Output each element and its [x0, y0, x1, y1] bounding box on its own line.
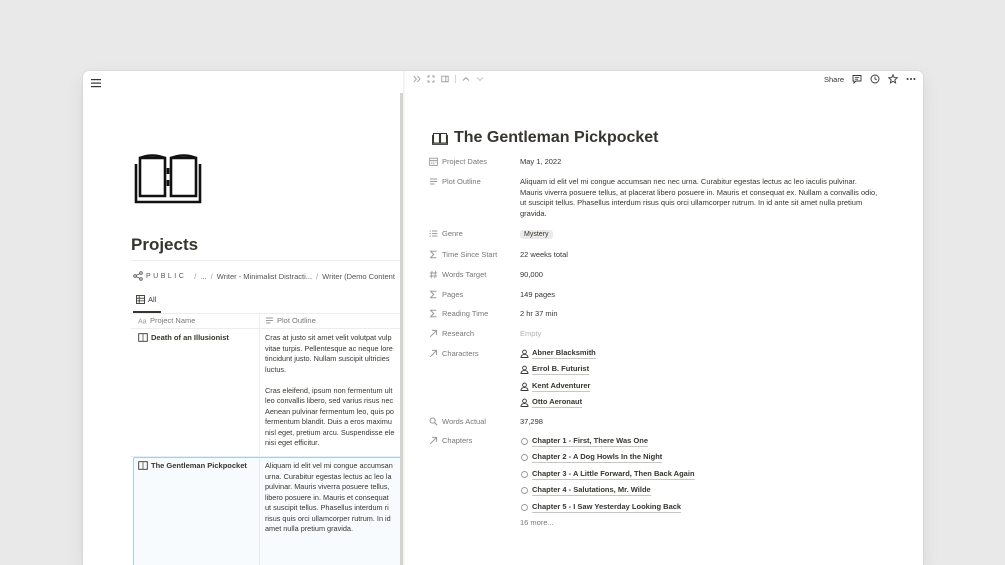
- close-peek-icon[interactable]: [413, 75, 421, 83]
- tab-all-label: All: [148, 295, 157, 304]
- chevron-up-icon[interactable]: [462, 75, 470, 83]
- comment-icon[interactable]: [852, 74, 862, 84]
- character-link[interactable]: [520, 381, 590, 392]
- property-label: Genre: [442, 229, 463, 238]
- property-value-time-since-start[interactable]: 22 weeks total: [520, 250, 568, 259]
- chapter-name: Chapter 1 - First, There Was One: [532, 436, 648, 445]
- topbar-actions: [824, 74, 916, 84]
- column-header-project-name[interactable]: [138, 316, 195, 325]
- character-link[interactable]: [520, 348, 596, 359]
- property-value-words-target[interactable]: 90,000: [520, 270, 543, 279]
- breadcrumb-separator: /: [210, 271, 213, 281]
- property-label: Pages: [442, 290, 464, 299]
- formula-sigma-icon: [429, 290, 438, 299]
- breadcrumb-item-ellipsis[interactable]: ...: [200, 271, 207, 281]
- chapter-name: Chapter 2 - A Dog Howls In the Night: [532, 452, 663, 461]
- text-lines-icon: [429, 177, 438, 186]
- table-row-name[interactable]: [138, 333, 229, 342]
- property-value-research[interactable]: Empty: [520, 329, 542, 338]
- column-header-label: Project Name: [150, 316, 196, 325]
- row-name-text: The Gentleman Pickpocket: [151, 461, 247, 470]
- side-peek-panel: [405, 71, 923, 565]
- person-icon: [520, 382, 529, 391]
- person-icon: [520, 349, 529, 358]
- chapter-name: Chapter 3 - A Little Forward, Then Back Again: [532, 469, 695, 478]
- circle-icon: [520, 470, 529, 479]
- toolbar-separator: [455, 75, 456, 83]
- table-cell-plot-outline[interactable]: Aliquam id elit vel mi congue accumsan urna. Curabitur egestas lectus ac leo la pulvinar. Mauris viverra posuere tellus, libero posuere in. Mauris et consequat ut suscipit tellus. Phasellus interdum ri risus quis orci ullamcorper rutrum. In id amet nulla pretium gravida.: [265, 461, 393, 533]
- list-icon: [429, 229, 438, 238]
- property-label: Time Since Start: [442, 250, 498, 259]
- page-title: Projects: [131, 235, 199, 254]
- column-header-label: Plot Outline: [277, 316, 316, 325]
- character-name: Kent Adventurer: [532, 381, 591, 390]
- calendar-icon: [429, 157, 438, 166]
- show-more-chapters-link[interactable]: 16 more...: [520, 518, 554, 527]
- table-row-name[interactable]: [138, 461, 247, 470]
- chapter-link[interactable]: [520, 436, 648, 447]
- page-icon: [138, 461, 148, 470]
- history-clock-icon[interactable]: [870, 74, 880, 84]
- character-link[interactable]: [520, 364, 589, 375]
- circle-icon: [520, 486, 529, 495]
- property-label: Words Actual: [442, 417, 487, 426]
- chapter-link[interactable]: [520, 502, 681, 513]
- character-name: Abner Blacksmith: [532, 348, 596, 357]
- formula-sigma-icon: [429, 250, 438, 259]
- svg-text:Aa: Aa: [138, 318, 147, 325]
- share-network-icon: [133, 271, 143, 281]
- share-button[interactable]: Share: [823, 74, 844, 84]
- divider: [131, 260, 403, 261]
- property-value-words-actual[interactable]: 37,298: [520, 417, 543, 426]
- more-options-icon[interactable]: [906, 74, 916, 84]
- row-name-text: Death of an Illusionist: [151, 333, 229, 342]
- chapter-name: Chapter 5 - I Saw Yesterday Looking Back: [532, 502, 682, 511]
- relation-arrow-icon: [429, 436, 438, 445]
- property-project-dates[interactable]: [429, 157, 487, 166]
- property-label: Plot Outline: [442, 177, 481, 186]
- chapter-link[interactable]: [520, 469, 695, 480]
- expand-icon[interactable]: [427, 75, 435, 83]
- property-genre[interactable]: [429, 229, 463, 238]
- property-value-pages[interactable]: 149 pages: [520, 290, 556, 299]
- table-border: [131, 313, 403, 314]
- circle-icon: [520, 503, 529, 512]
- app-window: [83, 71, 923, 565]
- property-label: Characters: [442, 349, 479, 358]
- peek-toolbar: [413, 75, 484, 83]
- property-plot-outline[interactable]: [429, 177, 481, 186]
- property-label: Words Target: [442, 270, 487, 279]
- person-icon: [520, 398, 529, 407]
- projects-page: [83, 71, 403, 565]
- relation-arrow-icon: [429, 349, 438, 358]
- property-value-genre[interactable]: [520, 229, 553, 239]
- chapter-link[interactable]: [520, 452, 662, 463]
- property-words-target[interactable]: [429, 270, 486, 279]
- circle-icon: [520, 453, 529, 462]
- property-value-project-dates[interactable]: May 1, 2022: [520, 157, 562, 166]
- side-panel-icon[interactable]: [441, 75, 449, 83]
- table-view-icon: [136, 295, 145, 304]
- text-property-icon: [138, 316, 147, 325]
- breadcrumb-separator: /: [316, 271, 319, 281]
- person-icon: [520, 365, 529, 374]
- property-reading-time[interactable]: [429, 309, 488, 318]
- property-pages[interactable]: [429, 290, 463, 299]
- tab-all[interactable]: [136, 295, 156, 304]
- circle-icon: [520, 437, 529, 446]
- property-value-reading-time[interactable]: 2 hr 37 min: [520, 309, 558, 318]
- property-value-plot-outline[interactable]: Aliquam id elit vel mi congue accumsan nec nec urna. Curabitur egestas lectus ac leo iaculis pulvinar. Mauris viverra posuere tellus, at placerat libero posuere in. Mauris et consequat ex. Nullam a convallis odio, ut suscipit tellus. Phasellus interdum risus quis orci ullamcorper rutrum. In id ante sit amet nulla pretium gravida.: [520, 177, 878, 218]
- breadcrumb-separator: /: [194, 271, 197, 281]
- peek-title-text: The Gentleman Pickpocket: [454, 129, 659, 146]
- breadcrumb-item-demo[interactable]: Writer (Demo Content: [322, 271, 395, 281]
- open-book-icon[interactable]: [134, 152, 202, 206]
- property-label: Chapters: [442, 436, 473, 445]
- breadcrumb: [133, 268, 403, 284]
- property-chapters[interactable]: [429, 436, 472, 445]
- relation-arrow-icon: [429, 329, 438, 338]
- property-words-actual[interactable]: [429, 417, 486, 426]
- property-research[interactable]: [429, 329, 474, 338]
- genre-tag[interactable]: Mystery: [520, 230, 553, 239]
- page-icon: [138, 333, 148, 342]
- chevron-down-icon[interactable]: [476, 75, 484, 83]
- number-hash-icon: [429, 270, 438, 279]
- column-header-plot-outline[interactable]: [265, 316, 316, 325]
- text-lines-icon: [265, 316, 274, 325]
- property-label: Research: [442, 329, 475, 338]
- breadcrumb-item-writer[interactable]: Writer - Minimalist Distracti...: [216, 271, 313, 281]
- table-header-border: [131, 328, 403, 329]
- sidebar-menu-icon[interactable]: [90, 77, 102, 89]
- character-name: Errol B. Futurist: [532, 364, 590, 373]
- star-icon[interactable]: [888, 74, 898, 84]
- table-cell-plot-outline[interactable]: Cras at justo sit amet velit volutpat vulp vitae turpis. Pellentesque ac neque lore tincidunt justo. Nullam suscipit ultricies luctus. Cras eleifend, ipsum non fermentum ult leo convallis libero, sed varius risus nec Aenean pulvinar fermentum leo, quis po fermentum blandit. Duis a eros maximu nisl eget, pretium arcu. Suspendisse ele nisi eget efficitur.: [265, 333, 395, 447]
- property-time-since-start[interactable]: [429, 250, 497, 259]
- formula-sigma-icon: [429, 309, 438, 318]
- property-label: Reading Time: [442, 309, 489, 318]
- property-label: Project Dates: [442, 157, 488, 166]
- chapter-link[interactable]: [520, 485, 651, 496]
- open-book-icon: [432, 132, 448, 145]
- peek-page-title[interactable]: [432, 129, 659, 147]
- search-icon: [429, 417, 438, 426]
- chapter-name: Chapter 4 - Salutations, Mr. Wilde: [532, 485, 651, 494]
- character-link[interactable]: [520, 397, 582, 408]
- character-name: Otto Aeronaut: [532, 397, 583, 406]
- breadcrumb-item-public[interactable]: PUBLIC: [146, 272, 187, 280]
- property-characters[interactable]: [429, 349, 479, 358]
